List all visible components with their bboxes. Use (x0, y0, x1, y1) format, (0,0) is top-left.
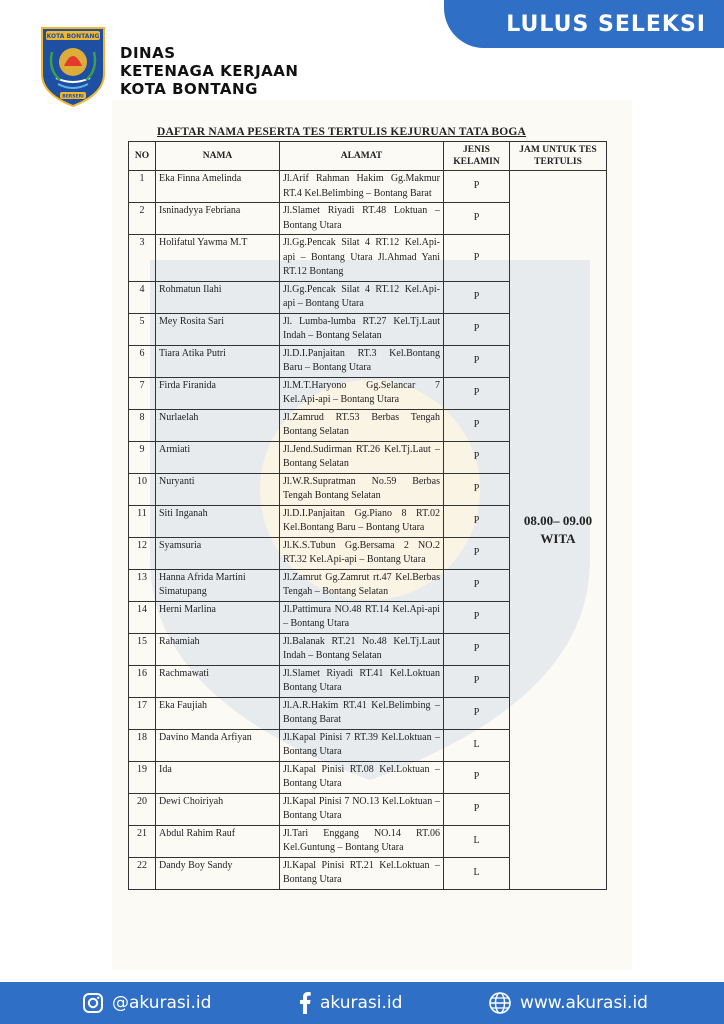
participant-name: Isninadyya Febriana (156, 203, 280, 235)
footer-bar (0, 982, 724, 1024)
participant-address: Jl.Gg.Pencak Silat 4 RT.12 Kel.Api-api – Bontang Utara (280, 281, 444, 313)
participant-gender: P (444, 345, 510, 377)
participant-gender: P (444, 793, 510, 825)
participant-name: Ida (156, 761, 280, 793)
row-number: 19 (129, 761, 156, 793)
participant-gender: P (444, 601, 510, 633)
participant-name: Rachmawati (156, 665, 280, 697)
participant-gender: P (444, 633, 510, 665)
agency-line-1: DINAS (120, 44, 176, 62)
participant-gender: P (444, 761, 510, 793)
participant-address: Jl.Jend.Sudirman RT.26 Kel.Tj.Laut – Bontang Selatan (280, 441, 444, 473)
svg-text:KOTA BONTANG: KOTA BONTANG (46, 33, 100, 40)
table-header-row (129, 142, 607, 171)
row-number: 6 (129, 345, 156, 377)
participant-gender: P (444, 281, 510, 313)
col-no: NO (129, 142, 156, 171)
row-number: 8 (129, 409, 156, 441)
participant-address: Jl.M.T.Haryono Gg.Selancar 7 Kel.Api-api – Bontang Utara (280, 377, 444, 409)
participant-name: Rahamiah (156, 633, 280, 665)
row-number: 22 (129, 857, 156, 889)
row-number: 16 (129, 665, 156, 697)
footer-website[interactable] (488, 982, 648, 1024)
agency-name (120, 44, 298, 98)
participant-gender: P (444, 235, 510, 282)
participant-address: Jl.Zamrut Gg.Zamrut rt.47 Kel.Berbas Tengah – Bontang Selatan (280, 569, 444, 601)
lulus-seleksi-badge (444, 0, 724, 48)
participant-address: Jl.D.I.Panjaitan Gg.Piano 8 RT.02 Kel.Bontang Baru – Bontang Utara (280, 505, 444, 537)
participant-name: Dandy Boy Sandy (156, 857, 280, 889)
participant-address: Jl.Tari Enggang NO.14 RT.06 Kel.Guntung – Bontang Utara (280, 825, 444, 857)
row-number: 4 (129, 281, 156, 313)
row-number: 17 (129, 697, 156, 729)
participant-address: Jl.Kapal Pinisi RT.08 Kel.Loktuan – Bontang Utara (280, 761, 444, 793)
agency-line-2: KETENAGA KERJAAN (120, 62, 299, 80)
row-number: 7 (129, 377, 156, 409)
participant-address: Jl.Kapal Pinisi 7 NO.13 Kel.Loktuan – Bontang Utara (280, 793, 444, 825)
row-number: 21 (129, 825, 156, 857)
website-url: www.akurasi.id (520, 993, 648, 1013)
agency-line-3: KOTA BONTANG (120, 80, 258, 98)
participant-name: Abdul Rahim Rauf (156, 825, 280, 857)
participant-name: Rohmatun Ilahi (156, 281, 280, 313)
participant-gender: L (444, 857, 510, 889)
row-number: 12 (129, 537, 156, 569)
row-number: 15 (129, 633, 156, 665)
participant-gender: P (444, 203, 510, 235)
participant-gender: L (444, 729, 510, 761)
participant-address: Jl.Arif Rahman Hakim Gg.Makmur RT.4 Kel.Belimbing – Bontang Barat (280, 171, 444, 203)
row-number: 13 (129, 569, 156, 601)
col-nama: NAMA (156, 142, 280, 171)
participant-name: Tiara Atika Putri (156, 345, 280, 377)
participant-gender: L (444, 825, 510, 857)
participant-name: Eka Finna Amelinda (156, 171, 280, 203)
participant-name: Dewi Choiriyah (156, 793, 280, 825)
participant-address: Jl.Slamet Riyadi RT.41 Kel.Loktuan Bontang Utara (280, 665, 444, 697)
row-number: 14 (129, 601, 156, 633)
participant-address: Jl.D.I.Panjaitan RT.3 Kel.Bontang Baru – Bontang Utara (280, 345, 444, 377)
document-title: DAFTAR NAMA PESERTA TES TERTULIS KEJURUAN TATA BOGA (157, 126, 527, 138)
participant-gender: P (444, 569, 510, 601)
participant-address: Jl.W.R.Supratman No.59 Berbas Tengah Bontang Selatan (280, 473, 444, 505)
participant-gender: P (444, 665, 510, 697)
footer-instagram[interactable] (82, 982, 211, 1024)
participant-gender: P (444, 313, 510, 345)
participant-address: Jl. Lumba-lumba RT.27 Kel.Tj.Laut Indah – Bontang Selatan (280, 313, 444, 345)
participant-name: Firda Firanida (156, 377, 280, 409)
participant-name: Hanna Afrida Martini Simatupang (156, 569, 280, 601)
row-number: 3 (129, 235, 156, 282)
participant-gender: P (444, 505, 510, 537)
svg-text:BERSERI: BERSERI (62, 94, 84, 100)
col-jenis-kelamin: JENIS KELAMIN (444, 142, 510, 171)
row-number: 18 (129, 729, 156, 761)
instagram-handle: @akurasi.id (112, 993, 212, 1013)
instagram-icon (82, 992, 104, 1014)
participant-address: Jl.Pattimura NO.48 RT.14 Kel.Api-api – Bontang Utara (280, 601, 444, 633)
globe-icon (488, 991, 512, 1015)
participant-address: Jl.Zamrud RT.53 Berbas Tengah Bontang Selatan (280, 409, 444, 441)
facebook-icon (298, 992, 312, 1014)
row-number: 5 (129, 313, 156, 345)
participant-name: Davino Manda Arfiyan (156, 729, 280, 761)
participant-name: Mey Rosita Sari (156, 313, 280, 345)
row-number: 11 (129, 505, 156, 537)
row-number: 2 (129, 203, 156, 235)
participant-gender: P (444, 377, 510, 409)
badge-text: LULUS SELEKSI (506, 11, 706, 37)
participant-name: Syamsuria (156, 537, 280, 569)
participant-name: Eka Faujiah (156, 697, 280, 729)
participant-table (128, 141, 607, 890)
participant-address: Jl.Kapal Pinisi RT.21 Kel.Loktuan – Bontang Utara (280, 857, 444, 889)
participant-name: Siti Inganah (156, 505, 280, 537)
participant-name: Nurlaelah (156, 409, 280, 441)
participant-name: Holifatul Yawma M.T (156, 235, 280, 282)
kota-bontang-logo-icon (38, 22, 108, 108)
participant-address: Jl.Gg.Pencak Silat 4 RT.12 Kel.Api-api – Bontang Utara Jl.Ahmad Yani RT.12 Bontang (280, 235, 444, 282)
participant-gender: P (444, 697, 510, 729)
row-number: 10 (129, 473, 156, 505)
participant-name: Herni Marlina (156, 601, 280, 633)
participant-gender: P (444, 473, 510, 505)
participant-address: Jl.Balanak RT.21 No.48 Kel.Tj.Laut Indah – Bontang Selatan (280, 633, 444, 665)
test-schedule-time: 08.00– 09.00 WITA (510, 171, 607, 890)
col-jam-tes: JAM UNTUK TES TERTULIS (510, 142, 607, 171)
participant-gender: P (444, 537, 510, 569)
participant-gender: P (444, 441, 510, 473)
facebook-handle: akurasi.id (320, 993, 403, 1013)
participant-name: Armiati (156, 441, 280, 473)
table-row (129, 171, 607, 203)
participant-address: Jl.A.R.Hakim RT.41 Kel.Belimbing – Bontang Barat (280, 697, 444, 729)
participant-gender: P (444, 409, 510, 441)
participant-address: Jl.K.S.Tubun Gg.Bersama 2 NO.2 RT.32 Kel.Api-api – Bontang Utara (280, 537, 444, 569)
participant-gender: P (444, 171, 510, 203)
footer-facebook[interactable] (298, 982, 402, 1024)
participant-address: Jl.Kapal Pinisi 7 RT.39 Kel.Loktuan – Bontang Utara (280, 729, 444, 761)
row-number: 9 (129, 441, 156, 473)
participant-address: Jl.Slamet Riyadi RT.48 Loktuan – Bontang Utara (280, 203, 444, 235)
row-number: 1 (129, 171, 156, 203)
row-number: 20 (129, 793, 156, 825)
col-alamat: ALAMAT (280, 142, 444, 171)
participant-name: Nuryanti (156, 473, 280, 505)
